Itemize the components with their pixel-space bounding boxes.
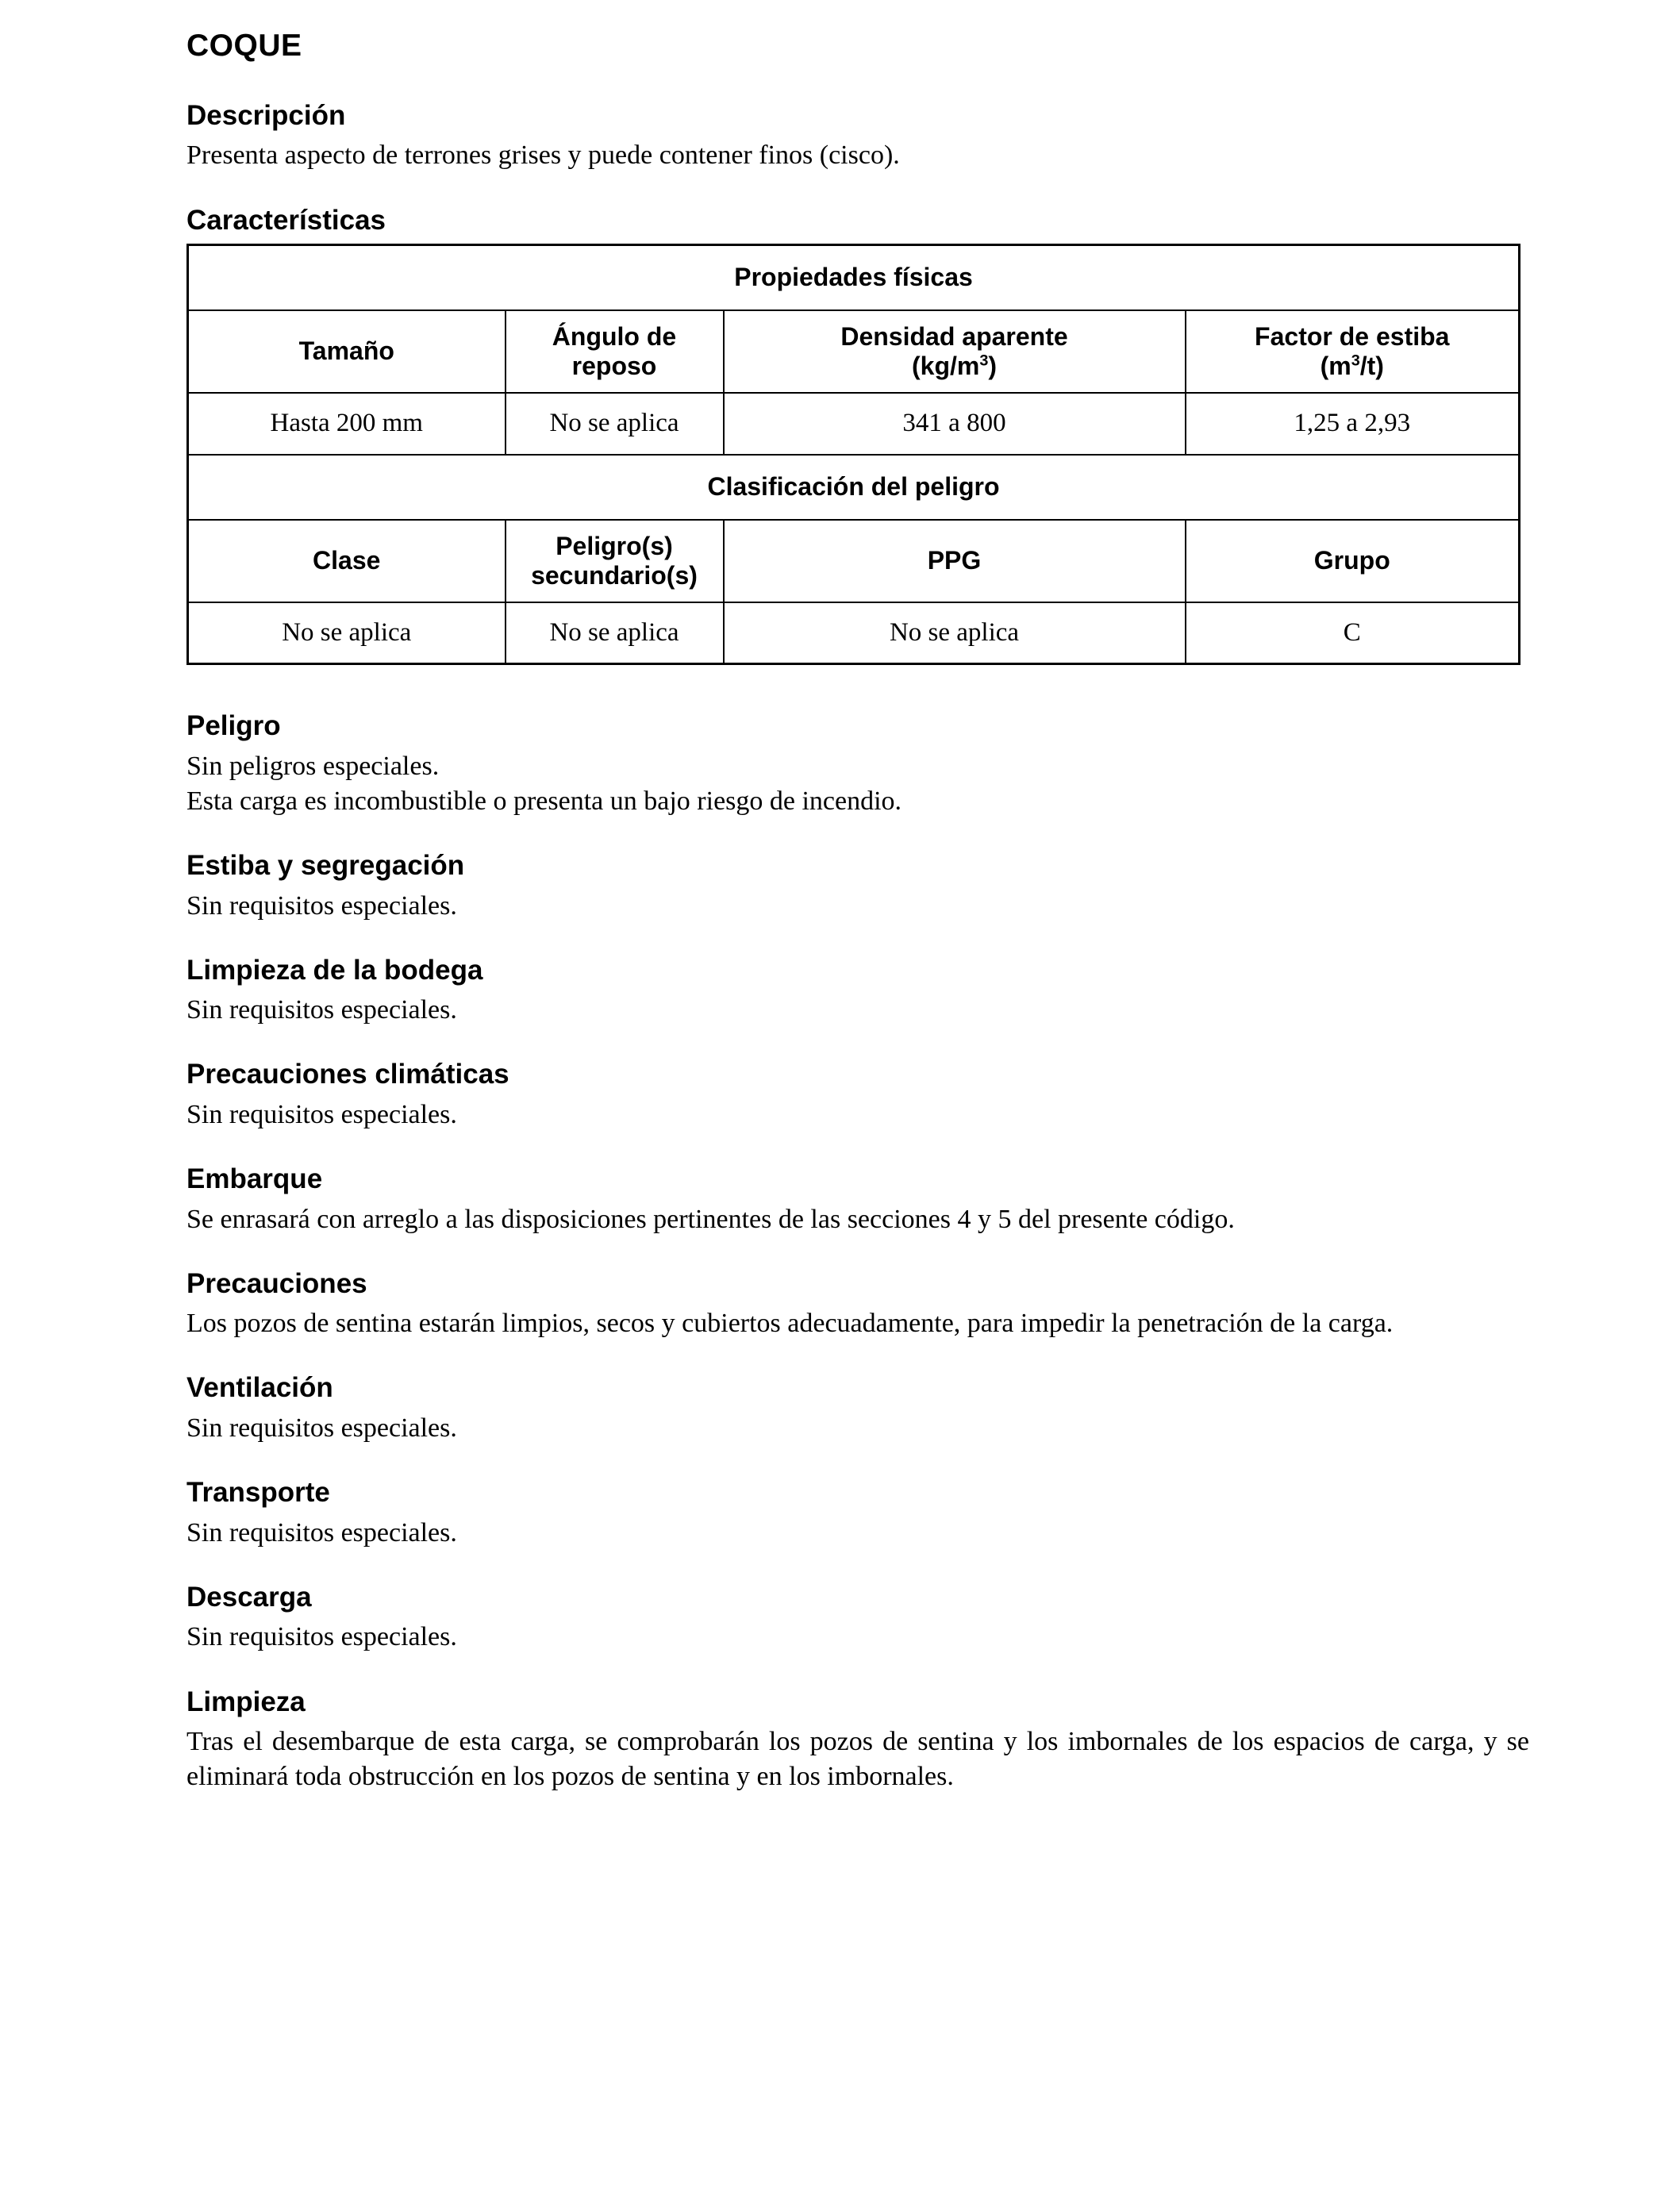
table-row xyxy=(188,602,1520,664)
section-heading-limpieza: Limpieza xyxy=(186,1686,306,1717)
section-heading-caracteristicas: Características xyxy=(186,204,386,236)
factor-unit: $(m^3/t)$ xyxy=(1320,351,1384,380)
section-text-estiba-segregacion: Sin requisitos especiales. xyxy=(186,890,457,921)
section-transporte xyxy=(186,1478,1529,1551)
section-heading-embarque: Embarque xyxy=(186,1163,323,1195)
section-heading-descarga: Descarga xyxy=(186,1581,312,1613)
section-peligro xyxy=(186,711,1529,819)
table-header-clase: Clase xyxy=(188,520,506,602)
section-text-ventilacion: Sin requisitos especiales. xyxy=(186,1413,457,1443)
table-header-factor-estiba xyxy=(1186,310,1520,393)
section-text-descripcion: Presenta aspecto de terrones grises y puede contener finos (cisco). xyxy=(186,140,900,171)
table-cell-peligro-sec-value: No se aplica xyxy=(506,602,724,664)
table-band-hazard: Clasificación del peligro xyxy=(188,455,1520,520)
section-precauciones xyxy=(186,1269,1529,1342)
section-text-limpieza-bodega: Sin requisitos especiales. xyxy=(186,995,457,1025)
section-ventilacion xyxy=(186,1373,1529,1446)
section-caracteristicas xyxy=(186,206,1529,236)
section-text-descarga: Sin requisitos especiales. xyxy=(186,1622,457,1652)
section-descripcion xyxy=(186,101,1529,174)
characteristics-table xyxy=(186,244,1520,665)
section-estiba-segregacion xyxy=(186,851,1529,924)
table-header-angulo-reposo: Ángulo de reposo xyxy=(506,310,724,393)
section-text-limpieza: Tras el desembarque de esta carga, se comprobarán los pozos de sentina y los imbornales de los espacios de carga, y se eliminará toda obstrucción en los pozos de sentina y en los imbornales. xyxy=(186,1727,1529,1792)
table-cell-ppg-value: No se aplica xyxy=(724,602,1186,664)
section-heading-estiba-segregacion: Estiba y segregación xyxy=(186,850,465,881)
table-header-tamano: Tamaño xyxy=(188,310,506,393)
table-cell-grupo-value: C xyxy=(1186,602,1520,664)
section-heading-peligro: Peligro xyxy=(186,710,281,742)
section-text-precauciones-climaticas: Sin requisitos especiales. xyxy=(186,1099,457,1129)
section-heading-precauciones: Precauciones xyxy=(186,1267,367,1299)
table-header-ppg: PPG xyxy=(724,520,1186,602)
section-descarga xyxy=(186,1582,1529,1655)
table-header-densidad-aparente xyxy=(724,310,1186,393)
table-row xyxy=(188,520,1520,602)
table-row xyxy=(188,245,1520,310)
peligro-sec-line2: secundario(s) xyxy=(531,560,698,590)
table-cell-angulo-value: No se aplica xyxy=(506,393,724,455)
section-limpieza xyxy=(186,1687,1529,1795)
section-text-peligro-line2: Esta carga es incombustible o presenta un bajo riesgo de incendio. xyxy=(186,786,902,816)
table-row xyxy=(188,455,1520,520)
section-limpieza-bodega xyxy=(186,955,1529,1028)
section-text-peligro-line1: Sin peligros especiales. xyxy=(186,751,440,781)
table-header-grupo: Grupo xyxy=(1186,520,1520,602)
section-heading-limpieza-bodega: Limpieza de la bodega xyxy=(186,954,483,986)
section-text-embarque: Se enrasará con arreglo a las disposiciones pertinentes de las secciones 4 y 5 del presente código. xyxy=(186,1204,1235,1234)
section-text-transporte: Sin requisitos especiales. xyxy=(186,1517,457,1547)
section-text-precauciones: Los pozos de sentina estarán limpios, secos y cubiertos adecuadamente, para impedir la penetración de la carga. xyxy=(186,1309,1394,1339)
densidad-unit: $(kg/m^3)$ xyxy=(911,351,998,380)
table-row xyxy=(188,393,1520,455)
table-cell-factor-value: 1,25 a 2,93 xyxy=(1186,393,1520,455)
table-header-peligros-secundarios xyxy=(506,520,724,602)
table-row xyxy=(188,310,1520,393)
table-cell-clase-value: No se aplica xyxy=(188,602,506,664)
section-heading-ventilacion: Ventilación xyxy=(186,1372,333,1404)
section-precauciones-climaticas xyxy=(186,1059,1529,1132)
table-cell-tamano-value: Hasta 200 mm xyxy=(188,393,506,455)
peligro-sec-line1: Peligro(s) xyxy=(556,531,673,560)
section-heading-descripcion: Descripción xyxy=(186,99,346,131)
factor-label: Factor de estiba xyxy=(1255,321,1450,351)
table-cell-densidad-value: 341 a 800 xyxy=(724,393,1186,455)
table-band-physical: Propiedades físicas xyxy=(188,245,1520,310)
densidad-label: Densidad aparente xyxy=(840,321,1068,351)
section-heading-transporte: Transporte xyxy=(186,1477,330,1509)
section-heading-precauciones-climaticas: Precauciones climáticas xyxy=(186,1059,509,1090)
page-title: COQUE xyxy=(186,29,302,63)
section-embarque xyxy=(186,1164,1529,1237)
